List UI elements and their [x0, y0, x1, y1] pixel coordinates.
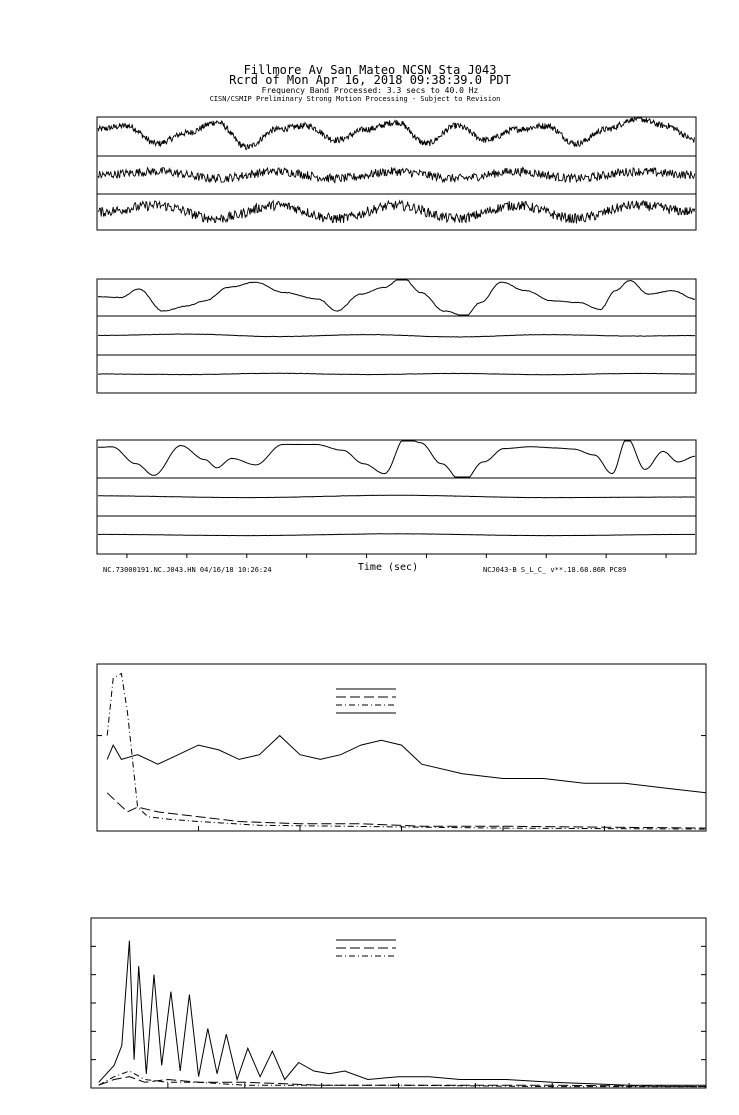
footer-right: NCJ043-B S_L_C_ v**.18.68.86R PC89 [483, 566, 627, 574]
time-series-panels [97, 117, 696, 558]
figure-title-line1: Fillmore Av San Mateo NCSN Sta J043 [243, 63, 497, 77]
trace-line [98, 201, 695, 224]
trace-frame [97, 440, 696, 478]
time-axis-label: Time (sec) [357, 562, 419, 573]
trace-line [98, 534, 695, 536]
footer-left: NC.73000191.NC.J043.HN 04/16/18 10:26:24 [103, 566, 272, 574]
series-line [107, 793, 706, 828]
figure-title-line2: Rcrd of Mon Apr 16, 2018 09:38:39.0 PDT [229, 73, 511, 87]
velocity-fourier-chart [91, 918, 706, 1088]
series-line [107, 674, 706, 830]
trace-line [98, 373, 695, 375]
trace-line [98, 280, 695, 315]
plot-frame [91, 918, 706, 1088]
frequency-band-note: Frequency Band Processed: 3.3 secs to 40.0 Hz [261, 86, 479, 95]
trace-line [98, 334, 695, 337]
series-line [107, 736, 706, 793]
trace-line [98, 118, 694, 150]
trace-line [98, 441, 695, 477]
series-line [99, 941, 706, 1085]
spectral-acceleration-chart [97, 664, 706, 831]
trace-frame [97, 279, 696, 316]
trace-line [98, 495, 695, 498]
processing-note: CISN/CSMIP Preliminary Strong Motion Processing - Subject to Revision [209, 95, 501, 103]
trace-line [98, 167, 695, 182]
plot-frame [97, 664, 706, 831]
